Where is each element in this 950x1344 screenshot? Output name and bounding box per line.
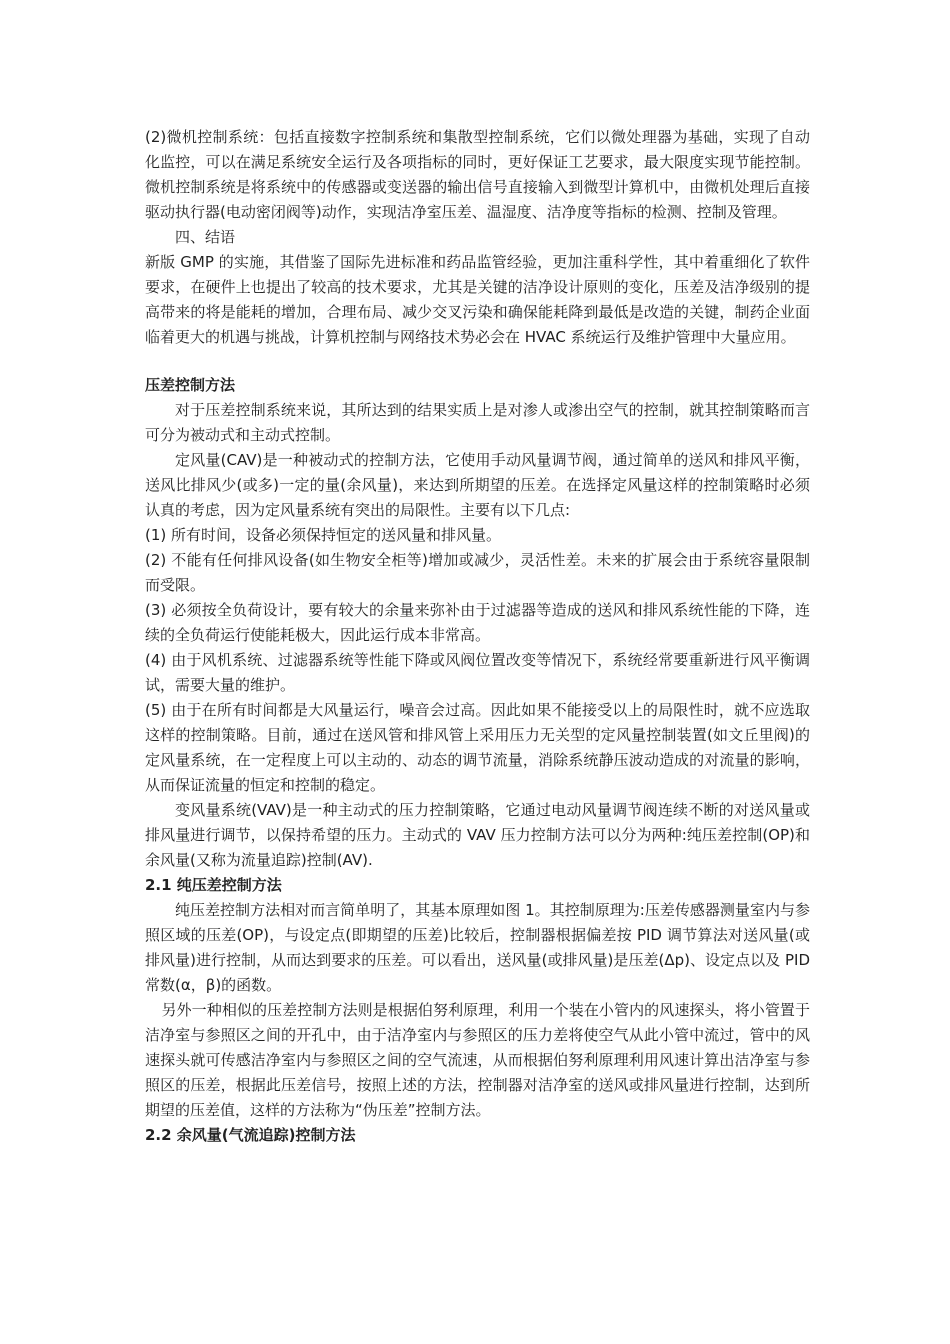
heading-pressure-control-methods: 压差控制方法 (145, 376, 236, 394)
heading-2-1: 2.1 纯压差控制方法 (145, 876, 282, 894)
paragraph-pressure-control-intro: 对于压差控制系统来说，其所达到的结果实质上是对渗人或渗出空气的控制，就其控制策略而言可分为被动式和主动式控制。 (145, 401, 810, 444)
blank-gap (145, 350, 810, 373)
paragraph-conclusion: 新版 GMP 的实施，其借鉴了国际先进标准和药品监管经验，更加注重科学性，其中着重细化了软件要求，在硬件上也提出了较高的技术要求，尤其是关键的洁净设计原则的变化，压差及洁净级别的提高带来的将是能耗的增加，合理布局、减少交叉污染和确保能耗降到最低是改造的关键，制药企业面临着更大的机遇与挑战，计算机控制与网络技术势必会在 HVAC 系统运行及维护管理中大量应用。 (145, 253, 810, 346)
paragraph-vav: 变风量系统(VAV)是一种主动式的压力控制策略，它通过电动风量调节阀连续不断的对送风量或排风量进行调节，以保持希望的压力。主动式的 VAV 压力控制方法可以分为两种:纯压差控制(OP)和余风量(又称为流量追踪)控制(AV). (145, 801, 810, 869)
paragraph-microcomputer-control: (2)微机控制系统：包括直接数字控制系统和集散型控制系统，它们以微处理器为基础，实现了自动化监控，可以在满足系统安全运行及各项指标的同时，更好保证工艺要求，最大限度实现节能控制。微机控制系统是将系统中的传感器或变送器的输出信号直接输入到微型计算机中，由微机处理后直接驱动执行器(电动密闭阀等)动作，实现洁净室压差、温湿度、洁净度等指标的检测、控制及管理。 (145, 128, 810, 221)
section-four-title: 四、结语 (175, 228, 236, 246)
list-item-5: (5) 由于在所有时间都是大风量运行，噪音会过高。因此如果不能接受以上的局限性时，就不应选取这样的控制策略。目前，通过在送风管和排风管上采用压力无关型的定风量控制装置(如文丘里阀)的定风量系统，在一定程度上可以主动的、动态的调节流量，消除系统静压波动造成的对流量的影响，从而保证流量的恒定和控制的稳定。 (145, 701, 810, 794)
heading-2-2: 2.2 余风量(气流追踪)控制方法 (145, 1126, 356, 1144)
paragraph-cav: 定风量(CAV)是一种被动式的控制方法，它使用手动风量调节阀，通过简单的送风和排风平衡，送风比排风少(或多)一定的量(余风量)，来达到所期望的压差。在选择定风量这样的控制策略时必须认真的考虑，因为定风量系统有突出的局限性。主要有以下几点: (145, 451, 810, 519)
paragraph-pseudo-pressure-control: 另外一种相似的压差控制方法则是根据伯努利原理，利用一个装在小管内的风速探头，将小管置于洁净室与参照区之间的开孔中，由于洁净室内与参照区的压力差将使空气从此小管中流过，管中的风速探头就可传感洁净室内与参照区之间的空气流速，从而根据伯努利原理利用风速计算出洁净室与参照区的压差，根据此压差信号，按照上述的方法，控制器对洁净室的送风或排风量进行控制，达到所期望的压差值，这样的方法称为“伪压差”控制方法。 (145, 1001, 810, 1119)
paragraph-pure-pressure-control: 纯压差控制方法相对而言简单明了，其基本原理如图 1。其控制原理为:压差传感器测量室内与参照区域的压差(OP)，与设定点(即期望的压差)比较后，控制器根据偏差按 PID 调节算法对送风量(或排风量)进行控制，从而达到要求的压差。可以看出，送风量(或排风量)是压差(Δp)、设定点以及 PID 常数(α，β)的函数。 (145, 901, 810, 994)
list-item-2: (2) 不能有任何排风设备(如生物安全柜等)增加或减少，灵活性差。未来的扩展会由于系统容量限制而受限。 (145, 551, 810, 594)
list-item-3: (3) 必须按全负荷设计，要有较大的余量来弥补由于过滤器等造成的送风和排风系统性能的下降，连续的全负荷运行使能耗极大，因此运行成本非常高。 (145, 601, 810, 644)
list-item-4: (4) 由于风机系统、过滤器系统等性能下降或风阀位置改变等情况下，系统经常要重新进行风平衡调试，需要大量的维护。 (145, 651, 810, 694)
list-item-1: (1) 所有时间，设备必须保持恒定的送风量和排风量。 (145, 526, 502, 544)
document-page (145, 125, 810, 1148)
